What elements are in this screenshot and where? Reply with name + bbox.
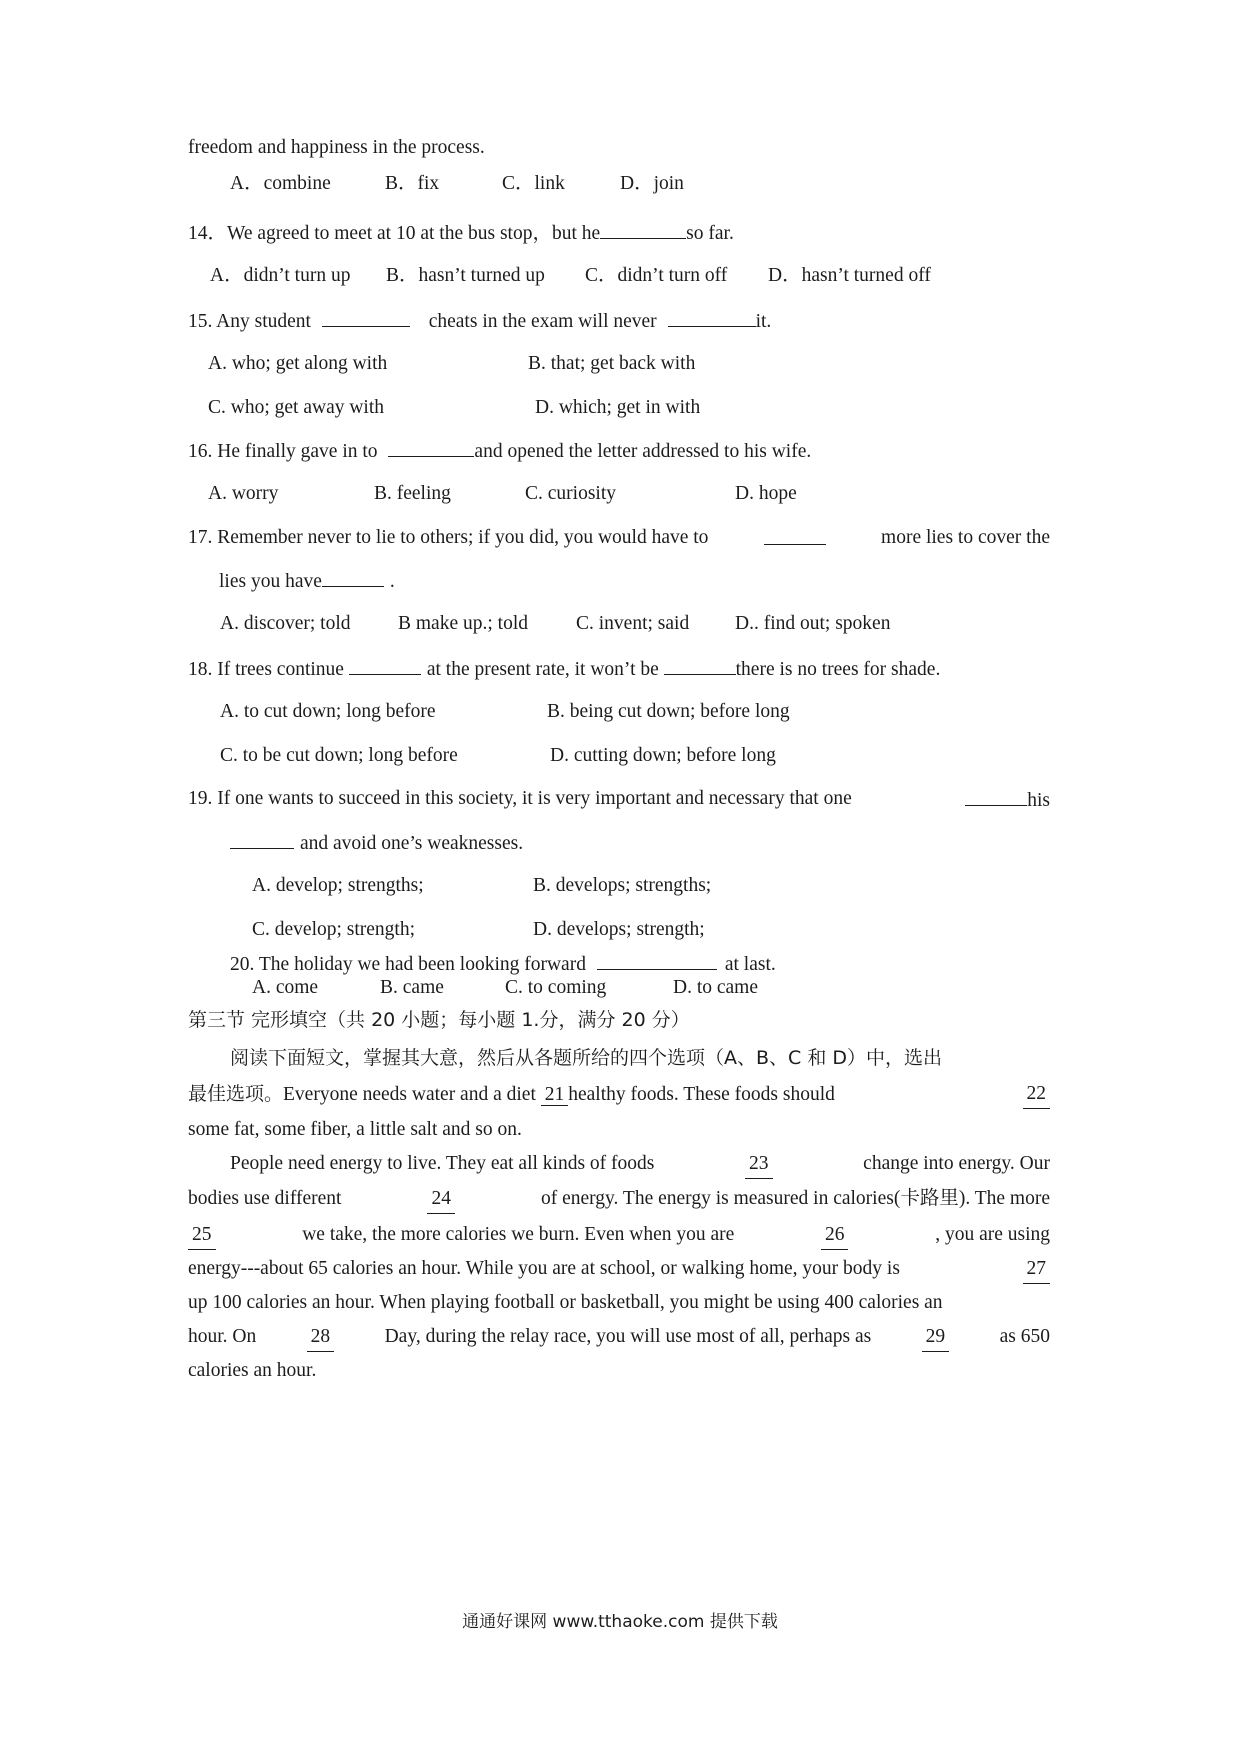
q13-option-a: A．combine: [230, 173, 331, 194]
cloze-line-7: up 100 calories an hour. When playing football or basketball, you might be using 400 calories an: [188, 1292, 943, 1313]
q16-option-d: D. hope: [735, 483, 797, 504]
q15-option-c: C. who; get away with: [208, 397, 385, 418]
q18-option-b: B. being cut down; before long: [547, 701, 790, 722]
q19-blank-1: [965, 785, 1027, 806]
q19-stem-line2: and avoid one’s weaknesses.: [230, 828, 523, 858]
cloze-blank-24: 24: [427, 1185, 455, 1214]
q17-blank-1: [764, 524, 826, 545]
q15-option-b: B. that; get back with: [528, 353, 696, 374]
q15-blank-1: [322, 306, 410, 327]
section3-instructions: 阅读下面短文，掌握其大意，然后从各题所给的四个选项（A、B、C 和 D）中，选出: [230, 1047, 943, 1069]
cloze-blank-26: 26: [821, 1221, 849, 1250]
q14-stem: 14．We agreed to meet at 10 at the bus stop，but he so far.: [188, 218, 734, 248]
q13-option-b: B．fix: [385, 173, 440, 194]
q20-stem: 20. The holiday we had been looking forward at last.: [230, 949, 776, 979]
q18-option-a: A. to cut down; long before: [220, 701, 436, 722]
q14-option-a: A．didn’t turn up: [210, 265, 351, 286]
q20-option-a: A. come: [252, 977, 319, 998]
cloze-blank-23: 23: [745, 1150, 773, 1179]
q16-option-c: C. curiosity: [525, 483, 616, 504]
cloze-line-4: bodies use different 24 of energy. The energy is measured in calories(卡路里). The more: [188, 1185, 1050, 1214]
cloze-line-9: calories an hour.: [188, 1360, 317, 1381]
q13-option-d: D．join: [620, 173, 684, 194]
cloze-blank-27: 27: [1023, 1255, 1051, 1284]
q17-option-c: C. invent; said: [576, 613, 690, 634]
q17-blank-2: [322, 566, 384, 587]
q13-option-c: C．link: [502, 173, 565, 194]
page-footer: 通通好课网 www.tthaoke.com 提供下载: [462, 1612, 778, 1632]
q14-blank: [600, 218, 686, 239]
q14-option-c: C．didn’t turn off: [585, 265, 728, 286]
q17-option-d: D.. find out; spoken: [735, 613, 891, 634]
q20-option-c: C. to coming: [505, 977, 607, 998]
q19-option-d: D. develops; strength;: [533, 919, 705, 940]
q19-stem: 19. If one wants to succeed in this society, it is very important and necessary that one his: [188, 785, 1050, 815]
cloze-blank-21: 21: [541, 1084, 569, 1106]
q18-blank-1: [349, 654, 421, 675]
cloze-blank-25: 25: [188, 1221, 216, 1250]
q16-option-a: A. worry: [208, 483, 279, 504]
q15-option-a: A. who; get along with: [208, 353, 388, 374]
q15-option-d: D. which; get in with: [535, 397, 701, 418]
q15-blank-2: [668, 306, 756, 327]
cloze-blank-28: 28: [307, 1323, 335, 1352]
q17-option-b: B make up.; told: [398, 613, 528, 634]
q13-stem-tail: freedom and happiness in the process.: [188, 137, 485, 158]
cloze-line-1: 最佳选项。Everyone needs water and a diet 21 healthy foods. These foods should 22: [188, 1080, 1050, 1109]
q16-option-b: B. feeling: [374, 483, 451, 504]
cloze-line-8: hour. On 28 Day, during the relay race, you will use most of all, perhaps as 29 as 650: [188, 1323, 1050, 1352]
q20-option-b: B. came: [380, 977, 444, 998]
q16-blank: [388, 436, 474, 457]
q18-blank-2: [664, 654, 736, 675]
q19-blank-2: [230, 828, 294, 849]
q14-option-d: D．hasn’t turned off: [768, 265, 931, 286]
cloze-line-5: 25 we take, the more calories we burn. Even when you are 26 , you are using: [188, 1221, 1050, 1250]
cloze-blank-29: 29: [922, 1323, 950, 1352]
q19-option-a: A. develop; strengths;: [252, 875, 424, 896]
q20-option-d: D. to came: [673, 977, 759, 998]
cloze-line-6: energy---about 65 calories an hour. While you are at school, or walking home, your body is 27: [188, 1255, 1050, 1284]
q17-stem-line2: lies you have .: [219, 566, 395, 596]
cloze-blank-22: 22: [1023, 1080, 1051, 1109]
q17-stem: 17. Remember never to lie to others; if you did, you would have to more lies to cover the: [188, 524, 1050, 552]
q18-stem: 18. If trees continue at the present rate, it won’t be there is no trees for shade.: [188, 654, 940, 684]
q16-stem: 16. He finally gave in to and opened the letter addressed to his wife.: [188, 436, 811, 466]
q18-option-d: D. cutting down; before long: [550, 745, 776, 766]
q20-blank: [597, 949, 717, 970]
q19-option-b: B. develops; strengths;: [533, 875, 712, 896]
cloze-line-3: People need energy to live. They eat all kinds of foods 23 change into energy. Our: [230, 1150, 1050, 1179]
section3-heading: 第三节 完形填空（共 20 小题；每小题 1.分，满分 20 分）: [188, 1009, 690, 1031]
q15-stem: 15. Any student cheats in the exam will never it.: [188, 306, 771, 336]
q14-option-b: B．hasn’t turned up: [386, 265, 545, 286]
cloze-line-2: some fat, some fiber, a little salt and so on.: [188, 1119, 522, 1140]
q19-option-c: C. develop; strength;: [252, 919, 416, 940]
q18-option-c: C. to be cut down; long before: [220, 745, 458, 766]
q17-option-a: A. discover; told: [220, 613, 351, 634]
